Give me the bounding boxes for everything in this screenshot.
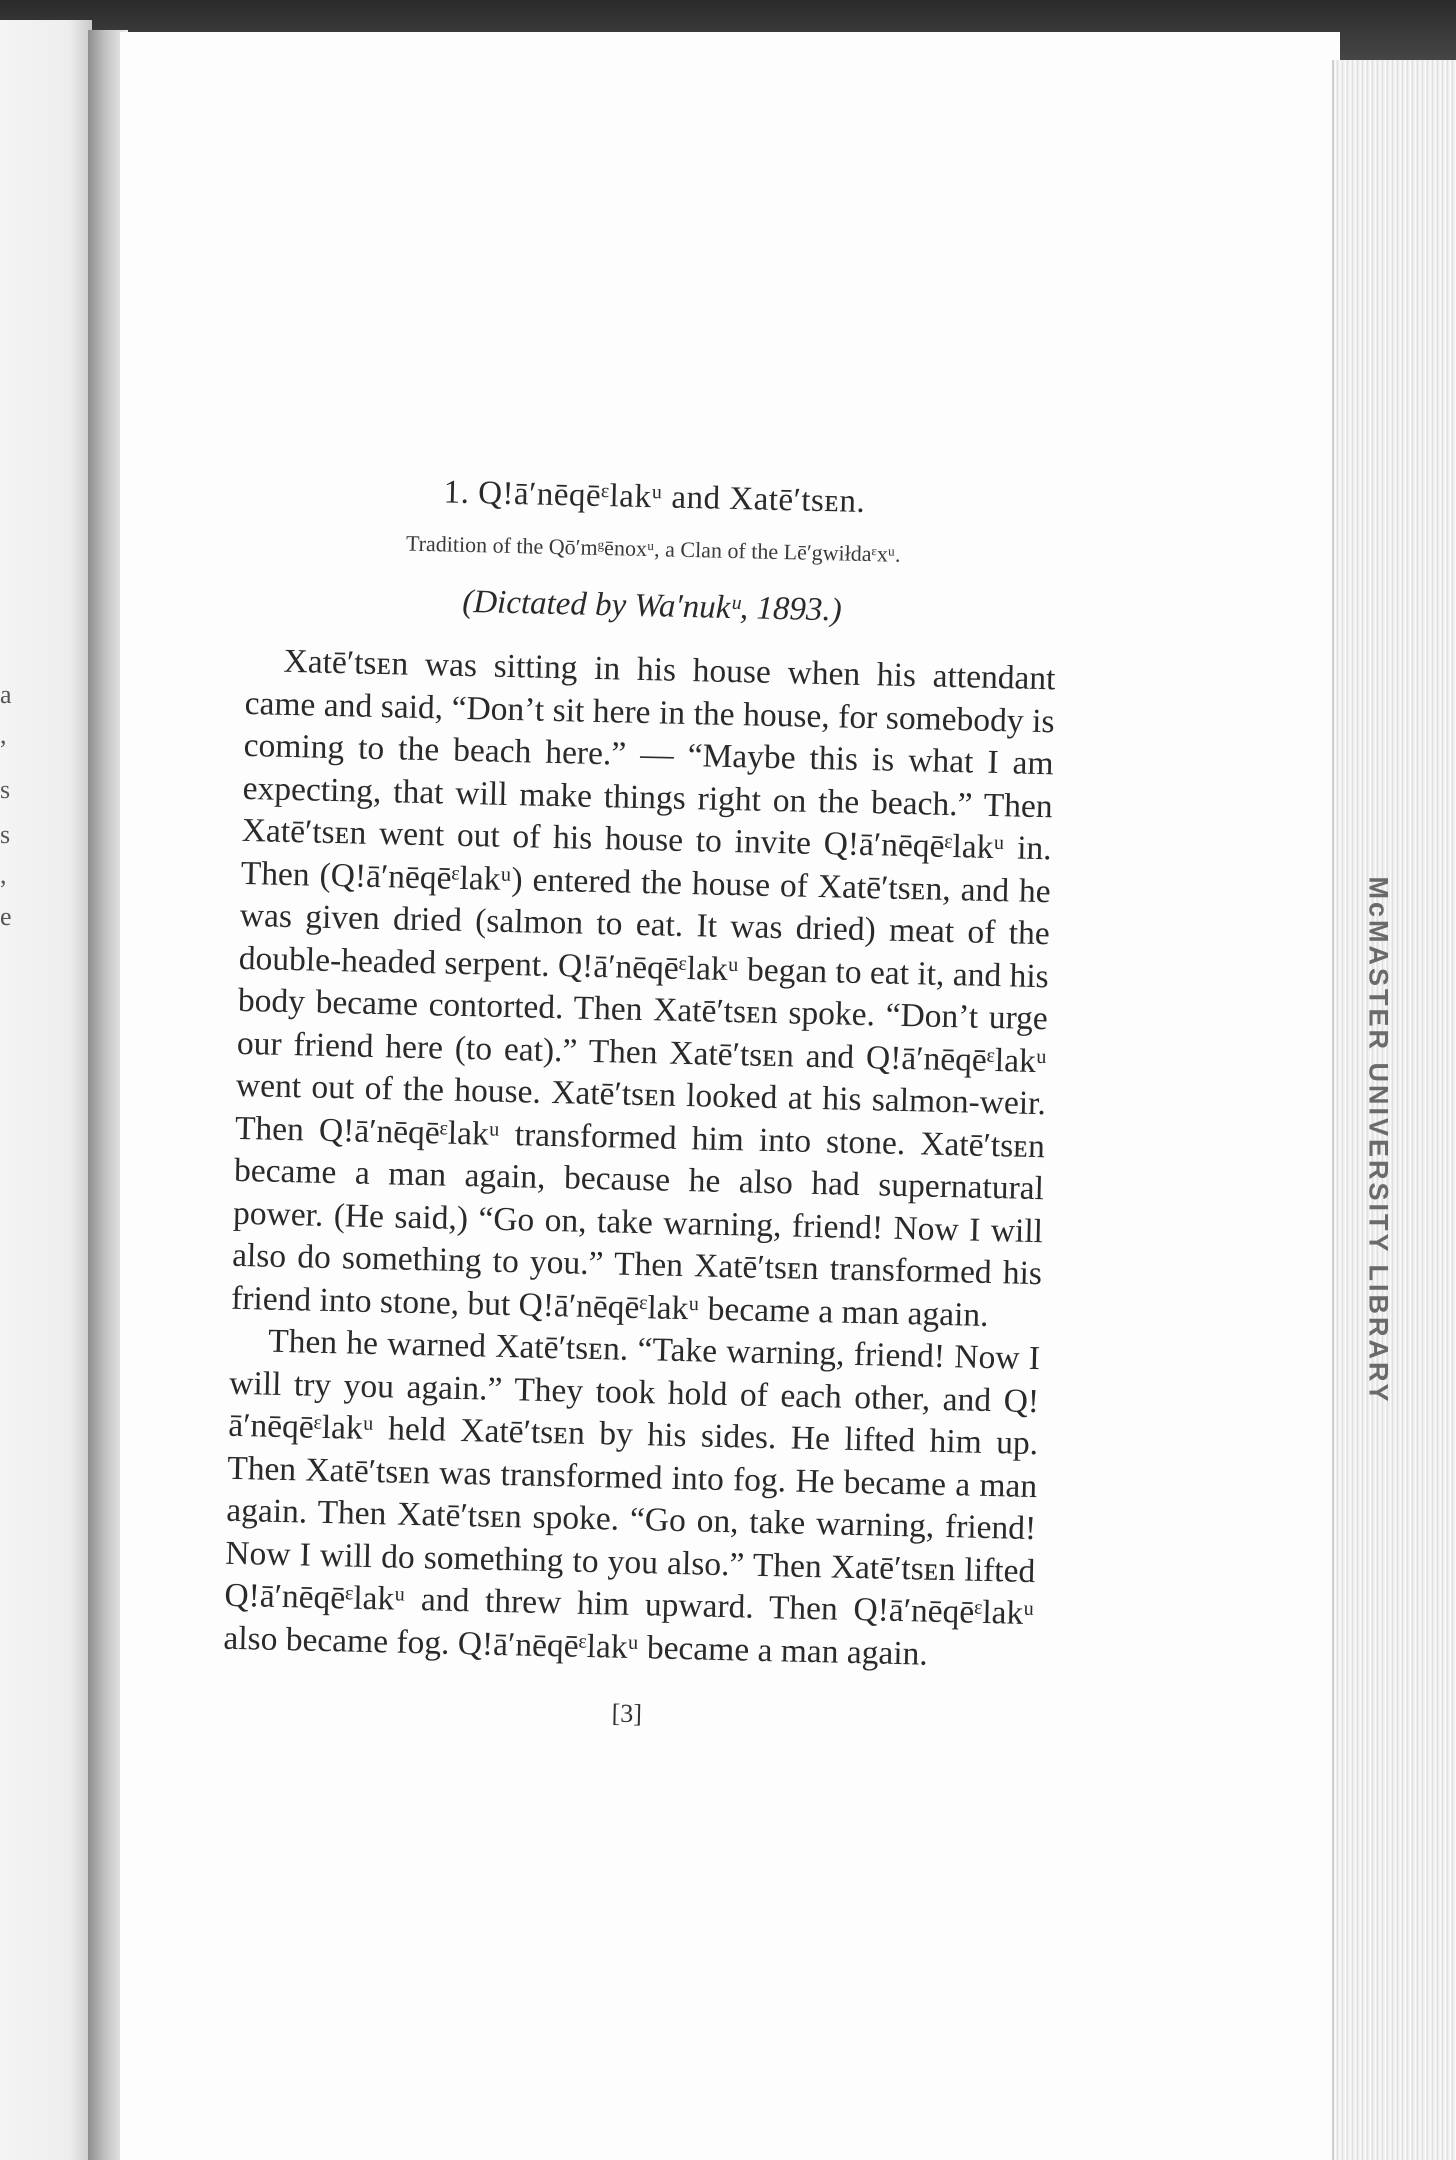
library-stamp-text: McMASTER UNIVERSITY LIBRARY (1363, 875, 1394, 1405)
story-title: 1. Q!ā′nēqēᵋlakᵘ and Xatē′tsᴇn. (443, 474, 866, 520)
dictation-note (247, 579, 1058, 634)
left-page-fragment: a (0, 680, 12, 709)
story-subtitle: Tradition of the Qō′mᵍēnoxᵘ, a Clan of the Lē′gwiłdaᵋxᵘ. (405, 530, 901, 567)
page-number: [3] (611, 1698, 643, 1729)
paragraph-1: Xatē′tsᴇn was sitting in his house when his attendant came and said, “Don’t sit here in the house, for somebody is coming to the beach here.” — “Maybe this is what I am expecting, that will make things right on the beach.” Then Xatē′tsᴇn went out of his house to invite Q!ā′nēqēᵋlakᵘ in. Then (Q!ā′nēqēᵋlakᵘ) entered the house of Xatē′tsᴇn, and he was given dried (salmon to eat. It was dried) meat of the double-headed serpent. Q!ā′nēqēᵋlakᵘ began to eat it, and his body became contorted. Then Xatē′tsᴇn spoke. “Don’t urge our friend here (to eat).” Then Xatē′tsᴇn and Q!ā′nēqēᵋlakᵘ went out of the house. Xatē′tsᴇn looked at his salmon-weir. Then Q!ā′nēqēᵋlakᵘ transformed him into stone. Xatē′tsᴇn became a man again, because he also had supernatural power. (He said,) “Go on, take warning, friend! Now I will also do something to you.” Then Xatē′tsᴇn transformed his friend into stone, but Q!ā′nēqēᵋlakᵘ became a man again. (230, 642, 1056, 1334)
dictation-note-text: (Dictated by Wa′nukᵘ, 1893.) (461, 583, 843, 629)
left-facing-page-edge (0, 20, 92, 2160)
left-page-fragment: , (0, 860, 7, 889)
left-page-fragment: e (0, 902, 12, 931)
left-page-fragment: s (0, 820, 11, 849)
paragraph-2: Then he warned Xatē′tsᴇn. “Take warning, friend! Now I will try you again.” They took hold of each other, and Q!ā′nēqēᵋlakᵘ held Xatē′tsᴇn by his sides. He lifted him up. Then Xatē′tsᴇn was transformed into fog. He became a man again. Then Xatē′tsᴇn spoke. “Go on, take warning, friend! Now I will do something to you also.” Then Xatē′tsᴇn lifted Q!ā′nēqēᵋlakᵘ and threw him upward. Then Q!ā′nēqēᵋlakᵘ also became fog. Q!ā′nēqēᵋlakᵘ became a man again. (223, 1322, 1041, 1673)
left-page-fragment: s (0, 775, 11, 804)
page-content (222, 470, 1060, 1738)
library-stamp (1348, 875, 1408, 1405)
left-page-fragment: , (0, 720, 7, 749)
